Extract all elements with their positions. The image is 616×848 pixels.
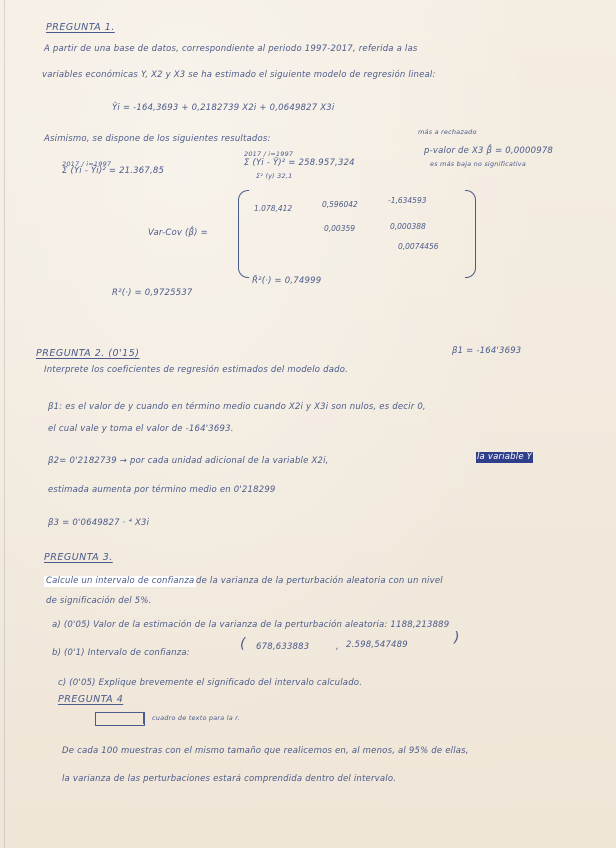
- q3-statement-highlight: Calcule un intervalo de confianza: [46, 576, 195, 586]
- question-3-title: PREGUNTA 3.: [44, 552, 113, 563]
- q1-model-equation: Ŷi = -164,3693 + 0,2182739 X2i + 0,0649827 X3i: [112, 103, 335, 113]
- var-cov-matrix: [238, 190, 476, 276]
- q3-part-b-label: b) (0'1) Intervalo de confianza:: [52, 648, 190, 658]
- page-margin-line: [4, 0, 5, 848]
- question-1-title: PREGUNTA 1.: [46, 22, 115, 33]
- text-box-cursor: [143, 712, 144, 724]
- q2-side-note: β1 = -164'3693: [452, 346, 522, 356]
- q1-r-squared-adjusted: R̄²(·) = 0,74999: [252, 276, 322, 286]
- matrix-cell-r2c3: 0,000388: [390, 222, 426, 231]
- q2-beta1-line-2: el cual vale y toma el valor de -164'3693.: [48, 424, 234, 434]
- interval-left-bracket: (: [240, 636, 246, 652]
- q1-statement-line-1: A partir de una base de datos, correspondiente al periodo 1997-2017, referida a las: [44, 44, 418, 54]
- matrix-cell-r1c2: 0,596042: [322, 200, 358, 209]
- q1-sum-1-limits: 2017 / i=1997: [62, 160, 112, 168]
- matrix-right-bracket: [465, 190, 476, 278]
- q1-sum-2-sub: Σ² (y) 32,1: [256, 172, 293, 180]
- answer-text-box[interactable]: [95, 712, 145, 726]
- matrix-cell-r2c2: 0,00359: [324, 224, 356, 233]
- q2-beta2-line-2: estimada aumenta por término medio en 0'218299: [48, 485, 276, 495]
- q1-r-squared: R²(·) = 0,9725537: [112, 288, 193, 298]
- q3-interval-upper: 2.598,547489: [346, 640, 408, 650]
- q3-part-a: a) (0'05) Valor de la estimación de la varianza de la perturbación aleatoria: 1188,213889: [52, 620, 450, 630]
- q1-statement-line-3: Asimismo, se dispone de los siguientes resultados:: [44, 134, 271, 144]
- q1-statement-line-2: variables económicas Y, X2 y X3 se ha estimado el siguiente modelo de regresión lineal:: [42, 70, 436, 80]
- q3-interval-separator: ,: [336, 642, 339, 652]
- q1-cov-label: Var-Cov (β̂) =: [148, 228, 208, 238]
- question-2-title: PREGUNTA 2. (0'15): [36, 348, 140, 359]
- q3-interval-lower: 678,633883: [256, 642, 310, 652]
- q1-sum-2-limits: 2017 / i=1997: [244, 150, 294, 158]
- q3-part-c: c) (0'05) Explique brevemente el significado del intervalo calculado.: [58, 678, 363, 688]
- q2-beta2-line-1: β2= 0'2182739 → por cada unidad adicional de la variable X2i,: [48, 456, 329, 466]
- q3-statement-line-1: de la varianza de la perturbación aleatoria con un nivel: [196, 576, 443, 586]
- matrix-left-bracket: [238, 190, 249, 278]
- q1-note-2: es más baja no significativa: [430, 160, 527, 168]
- text-box-label: cuadro de texto para la r.: [152, 714, 240, 722]
- interval-right-bracket: ): [454, 630, 460, 646]
- q2-beta2-highlight: la variable Y: [477, 452, 533, 462]
- matrix-cell-r1c3: -1,634593: [388, 196, 427, 205]
- q1-sum-residuals: Σ (Yi - Ŷi)² = 21.367,85: [62, 166, 165, 176]
- q4-answer-line-1: De cada 100 muestras con el mismo tamaño que realicemos en, al menos, al 95% de ellas,: [62, 746, 469, 756]
- q3-statement-line-2: de significación del 5%.: [46, 596, 152, 606]
- question-4-title: PREGUNTA 4: [58, 694, 124, 705]
- matrix-cell-r3c3: 0,0074456: [398, 242, 439, 251]
- q2-beta1-line-1: β1: es el valor de y cuando en término medio cuando X2i y X3i son nulos, es decir 0,: [48, 402, 426, 412]
- matrix-cell-r1c1: 1.078,412: [254, 204, 293, 213]
- q1-note-1: más a rechazado: [418, 128, 477, 136]
- q4-answer-line-2: la varianza de las perturbaciones estará comprendida dentro del intervalo.: [62, 774, 397, 784]
- q2-statement: Interprete los coeficientes de regresión estimados del modelo dado.: [44, 365, 349, 375]
- q1-pvalue: p-valor de X3 β̂ = 0,0000978: [424, 146, 554, 156]
- q2-beta3: β3 = 0'0649827 · ⁴ X3i: [48, 518, 150, 528]
- q1-sum-total: Σ (Yi - Ȳ)² = 258.957,324: [244, 158, 355, 168]
